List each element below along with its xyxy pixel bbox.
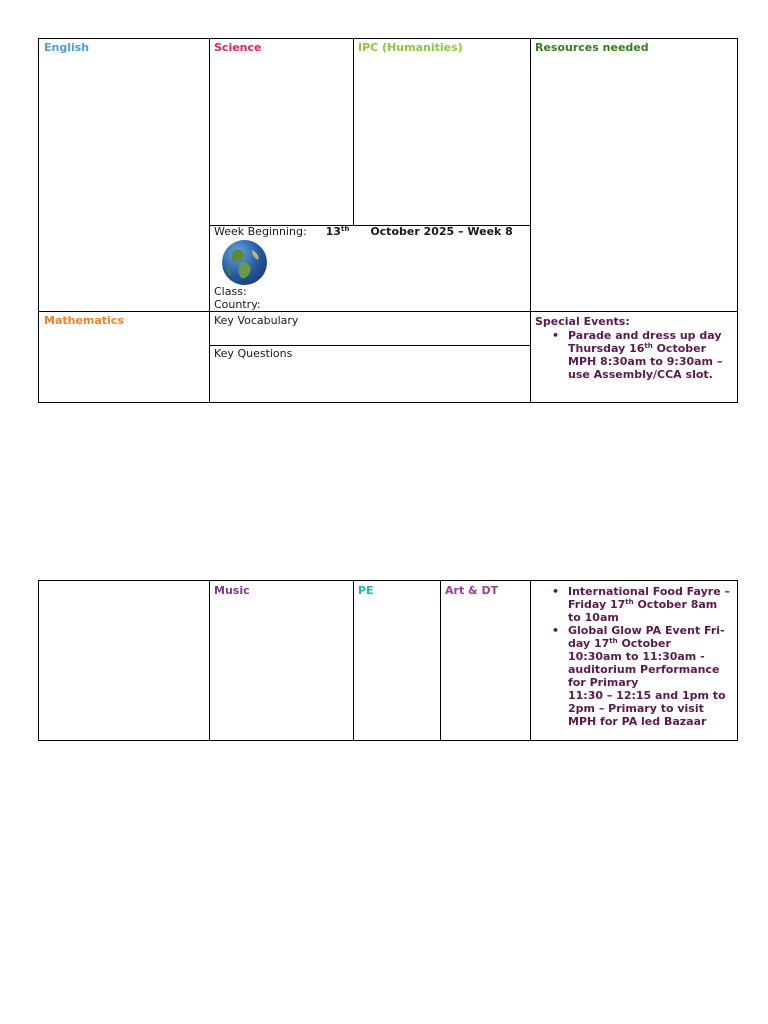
art-dt-heading: Art & DT (445, 584, 499, 597)
earth-globe-icon (222, 240, 267, 285)
week-date-rest: October 2025 – Week 8 (370, 225, 513, 238)
class-label: Class: (214, 285, 247, 298)
music-heading: Music (214, 584, 250, 597)
event-item: • Global Glow PA Event Fri-day 17th October 10:30am to 11:30am - auditorium Performance for Primary 11:30 – 12:15 and 1pm to 2pm – Primary to visit MPH for PA led Bazaar (552, 624, 726, 728)
event-item: • International Food Fayre – Friday 17th October 8am to 10am (552, 585, 730, 624)
pe-heading: PE (358, 584, 374, 597)
science-heading: Science (214, 41, 262, 54)
week-day-sup: th (340, 225, 350, 233)
ipc-humanities-heading: IPC (Humanities) (358, 41, 463, 54)
english-heading: English (44, 41, 90, 54)
mathematics-heading: Mathematics (44, 314, 124, 327)
key-vocabulary-label: Key Vocabulary (214, 314, 299, 327)
bottom-events-list (552, 585, 730, 728)
week-beginning-line (214, 225, 526, 238)
key-questions-label: Key Questions (214, 347, 293, 360)
special-event-item: • Parade and dress up day Thursday 16th October MPH 8:30am to 9:30am – use Assembly/CCA slot. (552, 329, 723, 381)
week-day: 13 (325, 225, 341, 238)
special-events-list (552, 329, 730, 381)
resources-needed-heading: Resources needed (535, 41, 649, 54)
special-events-heading: Special Events: (535, 315, 630, 328)
week-beginning-label: Week Beginning: (214, 225, 307, 238)
country-label: Country: (214, 298, 261, 311)
